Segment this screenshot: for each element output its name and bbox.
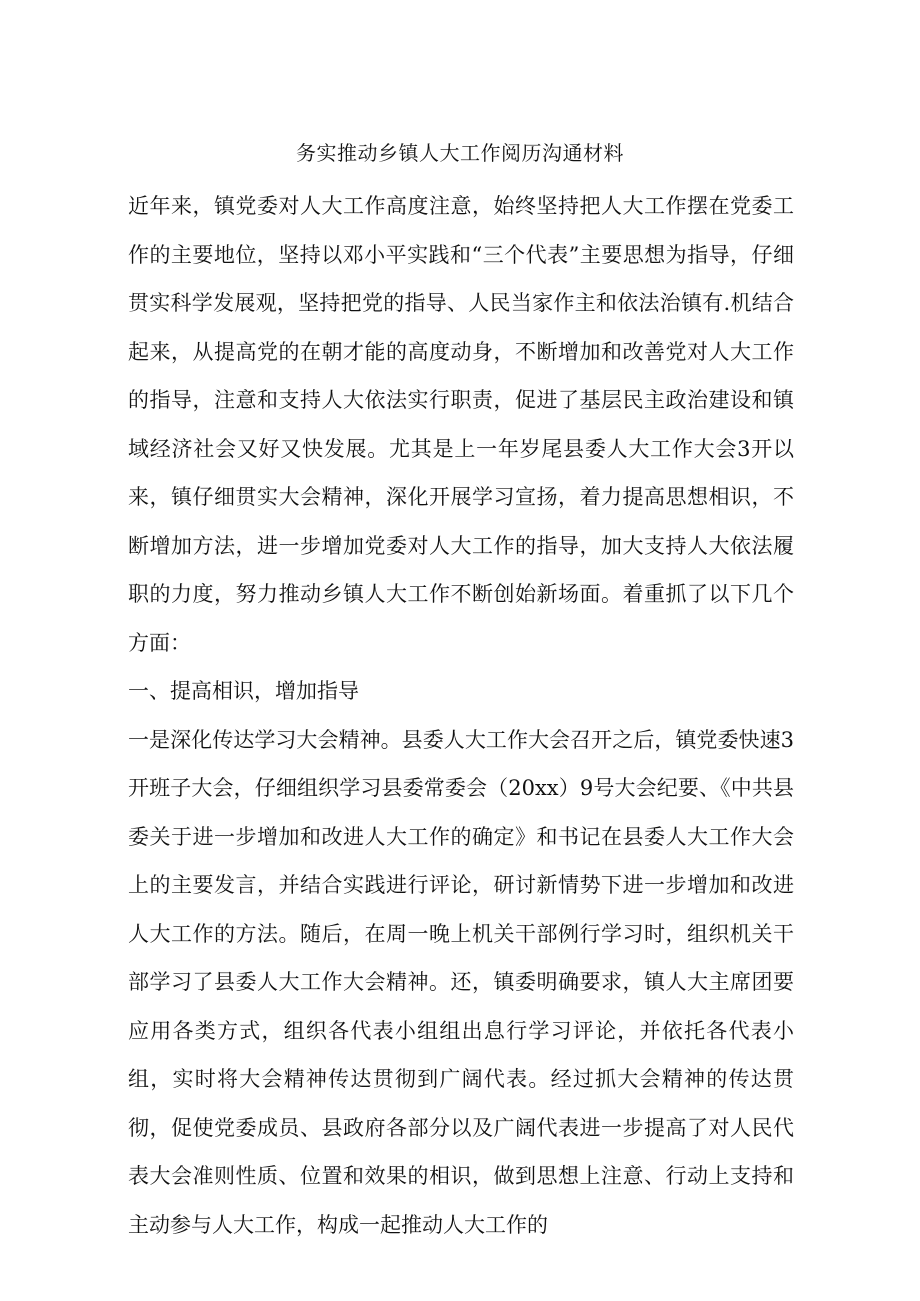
document-body (128, 182, 794, 1249)
section-heading-1: 一、提高相识，增加指导 (128, 679, 359, 703)
paragraph-intro: 近年来，镇党委对人大工作高度注意，始终坚持把人大工作摆在党委工作的主要地位，坚持以邓小平实践和“三个代表”主要思想为指导，仔细贯实科学发展观，坚持把党的指导、人民当家作主和依法治镇有.机结合起来，从提高党的在朝才能的高度动身，不断增加和改善党对人大工作的指导，注意和支持人大依法实行职责，促进了基层民主政治建设和镇域经济社会又好又快发展。尤其是上一年岁尾县委人大工作大会3开以来，镇仔细贯实大会精神，深化开展学习宣扬，着力提高思想相识，不断增加方法，进一步增加党委对人大工作的指导，加大支持人大依法履职的力度，努力推动乡镇人大工作不断创始新场面。着重抓了以下几个方面： (128, 194, 794, 655)
paragraph-section-1-item-1: 一是深化传达学习大会精神。县委人大工作大会召开之后，镇党委快速3开班子大会，仔细组织学习县委常委会（20xx）9号大会纪要、《中共县委关于进一步增加和改进人大工作的确定》和书记在县委人大工作大会上的主要发言，并结合实践进行评论，研讨新情势下进一步增加和改进人大工作的方法。随后，在周一晚上机关干部例行学习时，组织机关干部学习了县委人大工作大会精神。还，镇委明确要求，镇人大主席团要应用各类方式，组织各代表小组组出息行学习评论，并依托各代表小组，实时将大会精神传达贯彻到广阔代表。经过抓大会精神的传达贯彻，促使党委成员、县政府各部分以及广阔代表进一步提高了对人民代表大会准则性质、位置和效果的相识，做到思想上注意、行动上支持和主动参与人大工作，构成一起推动人大工作的 (128, 727, 794, 1237)
document-title: 务实推动乡镇人大工作阅历沟通材料 (296, 141, 624, 165)
